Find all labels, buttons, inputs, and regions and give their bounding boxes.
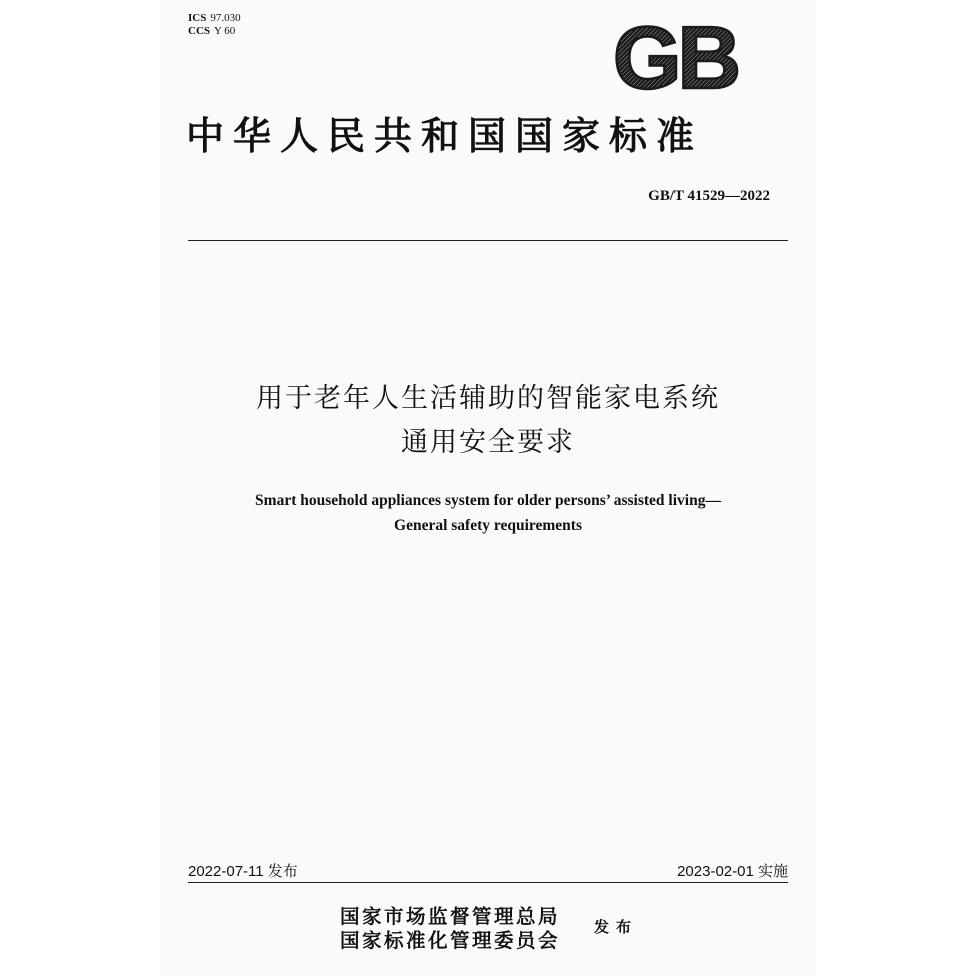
issuer-line1: 国家市场监督管理总局	[340, 905, 561, 928]
ccs-value: Y 60	[214, 25, 236, 37]
standard-number: GB/T 41529—2022	[648, 188, 770, 204]
footer-divider	[188, 882, 788, 883]
gb-standard-logo	[600, 20, 750, 96]
implement-date: 2023-02-01 实施	[677, 863, 788, 880]
publish-label: 发布	[594, 918, 639, 936]
issue-date: 2022-07-11 发布	[188, 863, 298, 880]
header-divider	[188, 240, 788, 241]
title-cn-line2: 通用安全要求	[401, 427, 575, 458]
logo-text: GB	[613, 20, 737, 96]
ics-value: 97.030	[210, 12, 241, 24]
ics-label: ICS	[188, 12, 207, 24]
title-cn-line1: 用于老年人生活辅助的智能家电系统	[256, 383, 720, 414]
title-en-line2: General safety requirements	[394, 517, 582, 534]
title-en-line1: Smart household appliances system for older persons’ assisted living—	[255, 492, 721, 509]
classification-codes	[188, 12, 241, 38]
ics-code	[188, 12, 241, 25]
national-standard-title: 中华人民共和国国家标准	[186, 113, 704, 158]
ccs-label: CCS	[188, 25, 211, 37]
ccs-code	[188, 25, 241, 38]
issuer-line2: 国家标准化管理委员会	[340, 929, 561, 952]
